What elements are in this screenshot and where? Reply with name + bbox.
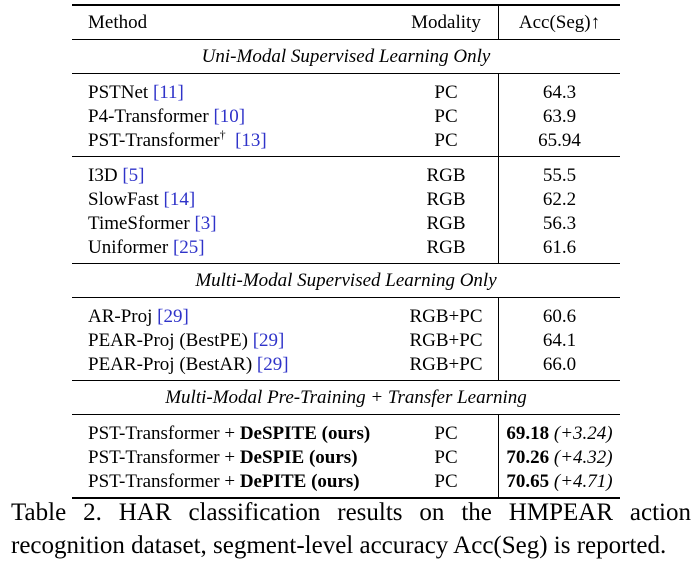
section-title: Uni-Modal Supervised Learning Only: [72, 40, 620, 74]
table-row: [72, 157, 620, 188]
method-cell: I3D [5]: [72, 157, 394, 188]
method-name-bold: DeSPITE (ours): [239, 422, 371, 444]
citation-link[interactable]: [5]: [122, 164, 145, 186]
results-table-container: [72, 4, 620, 499]
method-cell: TimeSformer [3]: [88, 212, 217, 234]
method-cell: PEAR-Proj (BestAR) [29]: [88, 353, 289, 375]
modality-cell: PC: [434, 129, 458, 151]
table-row: [72, 298, 620, 329]
modality-cell: RGB+PC: [409, 329, 483, 351]
section-uni-modal: [72, 40, 620, 74]
acc-value: 69.18: [506, 422, 550, 444]
citation-link[interactable]: [29]: [252, 329, 285, 351]
method-cell: PST-Transformer + DeSPITE (ours): [72, 415, 394, 446]
modality-cell: PC: [434, 105, 458, 127]
citation-link[interactable]: [14]: [163, 188, 196, 210]
table-row: [72, 445, 620, 469]
header-method: Method: [72, 5, 394, 40]
results-table: [72, 4, 620, 499]
method-cell: SlowFast [14]: [88, 188, 196, 210]
acc-cell: 63.9: [499, 104, 621, 128]
table-row: [72, 104, 620, 128]
citation-link[interactable]: [3]: [194, 212, 217, 234]
header-modality: Modality: [394, 5, 499, 40]
acc-cell: 60.6: [499, 298, 621, 329]
method-cell: PST-Transformer + DePITE (ours): [72, 469, 394, 498]
modality-cell: PC: [394, 74, 499, 105]
citation-link[interactable]: [10]: [213, 105, 246, 127]
table-row: [72, 328, 620, 352]
method-cell: PEAR-Proj (BestPE) [29]: [88, 329, 285, 351]
acc-value: 70.26: [506, 446, 550, 468]
dagger-mark: †: [219, 127, 226, 142]
table-header-row: [72, 5, 620, 40]
acc-cell: 64.1: [499, 328, 621, 352]
modality-cell: RGB: [426, 188, 466, 210]
modality-cell: RGB: [394, 157, 499, 188]
header-acc: Acc(Seg)↑: [499, 5, 621, 40]
table-row: [72, 415, 620, 446]
acc-delta: (+4.32): [553, 446, 613, 468]
modality-cell: RGB: [426, 212, 466, 234]
modality-cell: RGB+PC: [394, 298, 499, 329]
method-cell: PST-Transformer† [13]: [88, 127, 267, 151]
section-title: Multi-Modal Pre-Training + Transfer Learning: [72, 381, 620, 415]
method-cell: Uniformer [25]: [88, 236, 205, 258]
acc-cell: [499, 415, 621, 446]
table-row: [72, 74, 620, 105]
table-row: [72, 235, 620, 264]
acc-cell: 66.0: [499, 352, 621, 381]
method-name-bold: DePITE (ours): [239, 470, 360, 492]
method-cell: PSTNet [11]: [72, 74, 394, 105]
acc-cell: 61.6: [499, 235, 621, 264]
acc-delta: (+3.24): [553, 422, 613, 444]
acc-delta: (+4.71): [553, 470, 613, 492]
method-cell: AR-Proj [29]: [72, 298, 394, 329]
modality-cell: RGB+PC: [409, 353, 483, 375]
section-title: Multi-Modal Supervised Learning Only: [72, 264, 620, 298]
citation-link[interactable]: [29]: [256, 353, 289, 375]
method-name-bold: DeSPIE (ours): [239, 446, 358, 468]
citation-link[interactable]: [29]: [157, 305, 189, 327]
modality-cell: PC: [434, 446, 458, 468]
acc-cell: 65.94: [499, 128, 621, 157]
acc-cell: 56.3: [499, 211, 621, 235]
acc-value: 70.65: [506, 470, 550, 492]
acc-cell: 64.3: [499, 74, 621, 105]
citation-link[interactable]: [11]: [152, 81, 184, 103]
citation-link[interactable]: [13]: [235, 129, 267, 151]
method-cell: PST-Transformer + DeSPIE (ours): [88, 446, 358, 468]
modality-cell: RGB: [426, 236, 466, 258]
table-caption: Table 2. HAR classification results on the HMPEAR action recognition dataset, segment-level accuracy Acc(Seg) is reported.: [11, 499, 691, 559]
table-row: [72, 352, 620, 381]
table-row: [72, 187, 620, 211]
table-row: [72, 469, 620, 498]
acc-cell: 62.2: [499, 187, 621, 211]
method-cell: P4-Transformer [10]: [88, 105, 246, 127]
acc-cell: [499, 469, 621, 498]
modality-cell: PC: [394, 469, 499, 498]
modality-cell: PC: [394, 415, 499, 446]
table-row: [72, 211, 620, 235]
citation-link[interactable]: [25]: [172, 236, 205, 258]
acc-cell: [499, 445, 621, 469]
section-multi-modal: [72, 264, 620, 298]
section-pretraining: [72, 381, 620, 415]
acc-cell: 55.5: [499, 157, 621, 188]
table-row: [72, 128, 620, 157]
